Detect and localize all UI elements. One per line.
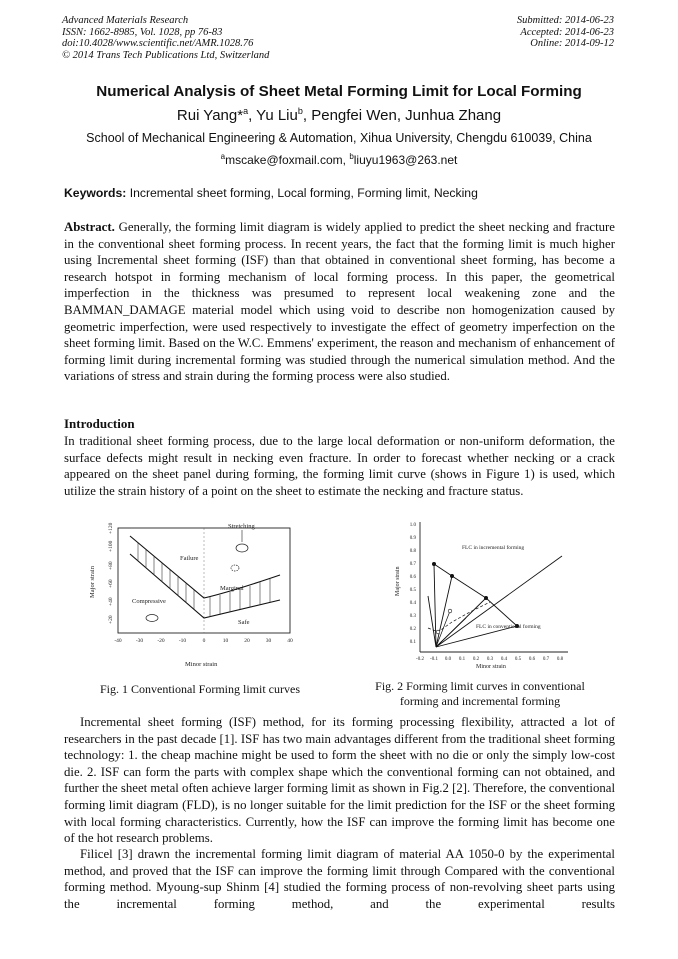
fig2-x-tick: -0.2 (416, 657, 424, 662)
author-2: , Yu Liu (248, 107, 298, 124)
fig1-label-marginal: Marginal (220, 585, 244, 592)
fig1-y-tick: +80 (108, 561, 114, 570)
journal-header-left (62, 15, 362, 61)
fig1-label-stretching: Stretching (228, 523, 255, 530)
fig2-x-tick: 0.5 (514, 657, 522, 662)
fig1-y-tick: +100 (108, 540, 114, 552)
author-1: Rui Yang* (176, 107, 244, 124)
fig2-x-tick: 0.4 (500, 657, 508, 662)
fig1-label-failure: Failure (180, 555, 199, 562)
figure-2-caption-line-2: forming and incremental forming (399, 694, 561, 708)
fig1-x-tick: 40 (287, 638, 293, 644)
fig1-label-compressive: Compressive (132, 598, 166, 605)
fig2-x-tick: 0.7 (542, 657, 550, 662)
fig1-x-tick: -40 (114, 638, 122, 644)
introduction-heading: Introduction (64, 416, 135, 431)
fig2-y-tick: 0.3 (409, 614, 416, 619)
fig1-lower-curve (130, 554, 280, 618)
fig2-x-tick: 0.0 (444, 657, 452, 662)
fig2-x-tick: 0.6 (528, 657, 536, 662)
fig2-y-tick: 0.9 (409, 536, 416, 541)
fig1-upper-curve (130, 536, 280, 598)
paper-title: Numerical Analysis of Sheet Metal Forming Limit for Local Forming (96, 83, 582, 100)
fig1-y-tick: +20 (108, 615, 114, 624)
intro-paragraph-1: In traditional sheet forming process, due to the large local deformation or non-uniform deformation, the surface defects might result in necking even fracture. In order to forecast whether necking or a crack appeared on the sheet panel during forming, the forming limit curve (shows in Figure 1) is used, which utilize the strain history of a point on the sheet to estimate the necking and fracture status. (64, 434, 615, 498)
abstract-text: Generally, the forming limit diagram is widely applied to predict the sheet necking and fracture in the conventional sheet forming process. In recent years, the fact that the forming limit is much higher using Incremental sheet forming (ISF) than that obtained in conventional sheet forming, has become a research hotspot in forming mechanism of local forming process. In this paper, the geometrical imperfection in the thickness was presumed to represent local weakening zone and the BAMMAN_DAMAGE material model which using void to describe non homogenization caused by geometric imperfection, were used respectively to investigate the effect of geometry imperfection on the sheet forming limit. Based on the W.C. Emmens' experiment, the reason and mechanism of enhancement of forming limit during incremental forming was studied through the numerical simulation method. And the variations of stress and strain during the forming process were also studied. (64, 220, 615, 384)
fig2-ylabel: Major strain (395, 566, 401, 596)
authors (40, 106, 638, 124)
fig1-label-safe: Safe (238, 619, 250, 626)
fig1-xlabel: Minor strain (185, 661, 218, 668)
fig1-y-tick: +120 (108, 522, 114, 534)
fig2-label-isf: FLC in incremental forming (462, 545, 525, 551)
email-a-sup: a (220, 152, 226, 161)
keywords-label: Keywords: (64, 186, 127, 200)
fig2-x-tick: -0.1 (430, 657, 438, 662)
fig1-x-tick: 20 (244, 638, 250, 644)
fig2-y-tick: 0.4 (409, 601, 416, 606)
author-1-sup: a (243, 106, 249, 116)
journal-name: Advanced Materials Research (62, 15, 189, 26)
fig2-isf-lines (428, 556, 562, 647)
fig2-y-tick: 0.1 (409, 640, 416, 645)
fig1-x-tick: -30 (135, 638, 144, 644)
journal-copyright: © 2014 Trans Tech Publications Ltd, Switzerland (62, 49, 270, 61)
journal-header-right (440, 15, 614, 50)
fig1-ylabel: Major strain (89, 566, 96, 598)
fig1-x-tick: -20 (157, 638, 165, 644)
figure-2-caption (350, 679, 610, 709)
fig2-x-tick: 0.2 (472, 657, 480, 662)
email-b: liuyu1963@263.net (353, 153, 458, 167)
fig1-y-tick: +60 (108, 579, 114, 588)
fig2-y-tick: 0.5 (409, 588, 416, 593)
fig1-y-tick: +40 (108, 597, 114, 606)
paragraph-2: Incremental sheet forming (ISF) method, for its forming processing flexibility, attracted a lot of researchers in the past decade [1]. ISF has two main advantages different from the traditional sheet forming technology: 1. the cheap machine might be used to form the sheet with no die or only the simply low-cost die. 2. ISF can form the parts with complex shape which the conventional forming can not obtained, and further the sheet metal often achieve larger forming limit as shown in Fig.2 [2]. Therefore, the conventional forming limit diagram (FLD), is no longer suitable for the limit prediction for the ISF or the sheet forming with local forming characteristics. Currently, how the ISF can improve the forming limit has become one of the hot research problems. (64, 715, 615, 846)
journal-issn: ISSN: 1662-8985, Vol. 1028, pp 76-83 (62, 26, 223, 38)
paragraph-3: Filicel [3] drawn the incremental forming limit diagram of material AA 1050-0 by the experimental method, and proved that the ISF can improve the forming limit through Compared with the conventional forming method. Myoung-sup Shinm [4] studied the forming process of non-revolving sheet parts using the incremental forming method, and the experimental results (64, 847, 615, 911)
fig2-x-tick: 0.1 (458, 657, 466, 662)
figure-2 (390, 516, 570, 676)
abstract (64, 219, 615, 385)
accepted-date: Accepted: 2014-06-23 (520, 26, 614, 38)
online-date: Online: 2014-09-12 (530, 38, 614, 49)
fig2-y-tick: 1.0 (409, 523, 416, 528)
keywords-text: Incremental sheet forming, Local forming, Forming limit, Necking (126, 186, 478, 200)
fig2-y-tick: 0.6 (409, 575, 416, 580)
email-b-sup: b (349, 152, 354, 161)
fig1-x-tick: 0 (202, 638, 206, 644)
journal-doi: doi:10.4028/www.scientific.net/AMR.1028.76 (62, 38, 254, 49)
fig2-y-tick: 0.8 (409, 549, 416, 554)
figure-2-caption-line-1: Fig. 2 Forming limit curves in conventional (375, 679, 585, 693)
author-rest: , Pengfei Wen, Junhua Zhang (302, 107, 502, 124)
figure-1 (80, 520, 320, 680)
affiliation: School of Mechanical Engineering & Automation, Xihua University, Chengdu 610039, China (86, 131, 592, 145)
fig1-x-tick: 10 (222, 638, 229, 644)
keywords (64, 186, 624, 200)
fig2-label-conv: FLC in conventional forming (476, 624, 541, 630)
fig2-y-tick: 0.7 (409, 562, 416, 567)
submitted-date: Submitted: 2014-06-23 (516, 15, 614, 26)
fig2-xlabel: Minor strain (476, 664, 506, 670)
fig2-x-tick: 0.3 (486, 657, 494, 662)
author-2-sup: b (297, 106, 303, 116)
figure-1-caption: Fig. 1 Conventional Forming limit curves (100, 682, 300, 696)
fig2-x-tick: 0.8 (556, 657, 564, 662)
fig2-y-tick: 0.2 (409, 627, 416, 632)
fig1-x-tick: 30 (265, 638, 272, 644)
fig1-x-tick: -10 (178, 638, 187, 644)
emails (40, 152, 638, 167)
abstract-label: Abstract. (64, 220, 115, 234)
email-a: mscake@foxmail.com, (225, 153, 350, 167)
